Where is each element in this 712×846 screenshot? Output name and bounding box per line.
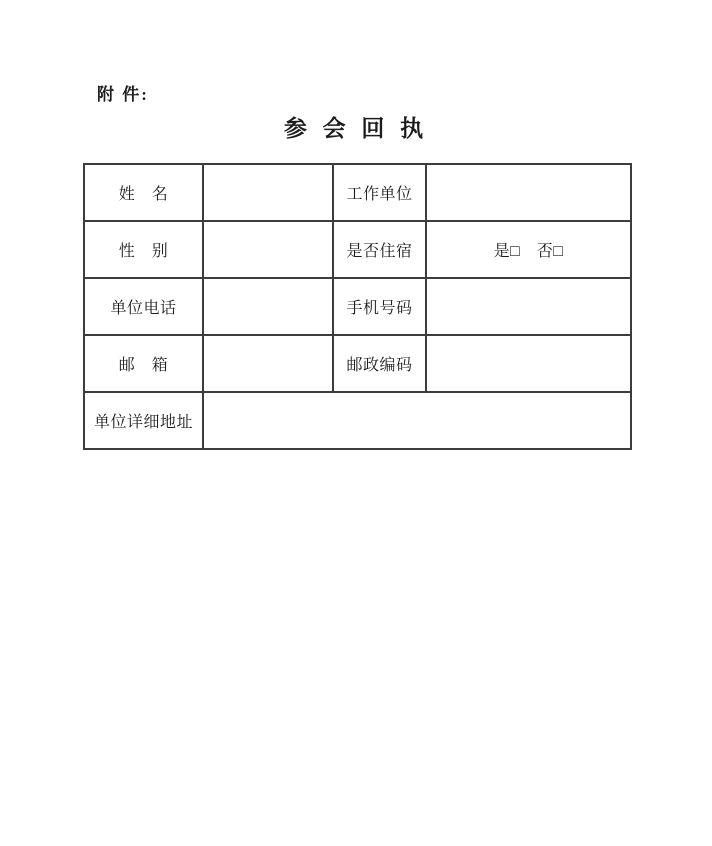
field-label-mobile-number: 手机号码 — [333, 278, 426, 335]
field-label-accommodation: 是否住宿 — [333, 221, 426, 278]
table-row — [84, 164, 631, 221]
input-cell-mobile-number[interactable] — [426, 278, 631, 335]
input-cell-email[interactable] — [203, 335, 333, 392]
reply-form-table — [83, 163, 632, 450]
table-row — [84, 335, 631, 392]
field-label-gender: 性 别 — [84, 221, 203, 278]
input-cell-postal-code[interactable] — [426, 335, 631, 392]
input-cell-work-unit[interactable] — [426, 164, 631, 221]
field-label-office-phone: 单位电话 — [84, 278, 203, 335]
input-cell-name[interactable] — [203, 164, 333, 221]
table-row — [84, 221, 631, 278]
attachment-label: 附 件: — [97, 85, 149, 104]
form-title: 参 会 回 执 — [283, 116, 429, 141]
table-row — [84, 392, 631, 449]
input-cell-address[interactable] — [203, 392, 631, 449]
field-label-email: 邮 箱 — [84, 335, 203, 392]
input-cell-office-phone[interactable] — [203, 278, 333, 335]
field-label-address: 单位详细地址 — [84, 392, 203, 449]
field-label-postal-code: 邮政编码 — [333, 335, 426, 392]
field-label-name: 姓 名 — [84, 164, 203, 221]
table-row — [84, 278, 631, 335]
field-label-work-unit: 工作单位 — [333, 164, 426, 221]
input-cell-gender[interactable] — [203, 221, 333, 278]
document-page — [0, 84, 712, 450]
accommodation-options[interactable]: 是□ 否□ — [426, 221, 631, 278]
